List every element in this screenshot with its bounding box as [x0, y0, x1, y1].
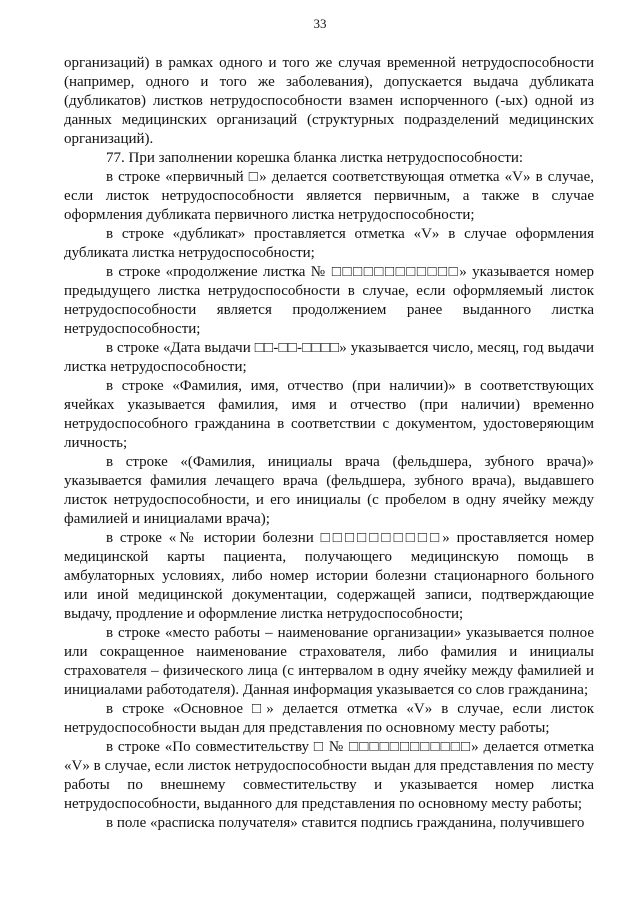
paragraph-full-name-field: в строке «Фамилия, имя, отчество (при наличии)» в соответствующих ячейках указывается фамилия, имя и отчество (при наличии) временно нетрудоспособного гражданина в соответствии с документом, удостоверяющим личность; — [64, 378, 594, 451]
paragraph-part-time-field: в строке «По совместительству □ № □□□□□□□□□□□□» делается отметка «V» в случае, если листок нетрудоспособности выдан для представления по месту работы по внешнему совместительству и указывается номер листка нетрудоспособности, выданного для представления по основному месту работы; — [64, 739, 594, 812]
paragraph-doctor-name-field: в строке «(Фамилия, инициалы врача (фельдшера, зубного врача)» указывается фамилия лечащего врача (фельдшера, зубного врача), выдавшего листок нетрудоспособности, и его инициалы (с пробелом в одну ячейку между фамилией и инициалами врача); — [64, 454, 594, 527]
paragraph-duplicate-field: в строке «дубликат» проставляется отметка «V» в случае оформления дубликата листка нетрудоспособности; — [64, 226, 594, 261]
paragraph-case-history-field: в строке «№ истории болезни □□□□□□□□□□» проставляется номер медицинской карты пациента, получающего медицинскую помощь в амбулаторных условиях, либо номер истории болезни стационарного больного или иной медицинской документации, содержащей записи, подтверждающие выдачу, продление и оформление листка нетрудоспособности; — [64, 530, 594, 622]
paragraph-workplace-field: в строке «место работы – наименование организации» указывается полное или сокращенное наименование страхователя, либо фамилия и инициалы страхователя – физического лица (с интервалом в одну ячейку между фамилией и инициалами работодателя). Данная информация указывается со слов гражданина; — [64, 625, 594, 698]
paragraph-primary-field: в строке «первичный □» делается соответствующая отметка «V» в случае, если листок нетрудоспособности является первичным, а также в случае оформления дубликата первичного листка нетрудоспособности; — [64, 169, 594, 223]
paragraph-continuation: организаций) в рамках одного и того же случая временной нетрудоспособности (например, одного и того же заболевания), допускается выдача дубликата (дубликатов) листков нетрудоспособности взамен испорченного (-ых) одной из данных медицинских организаций (структурных подразделений медицинских организаций). — [64, 55, 594, 147]
paragraph-recipient-receipt-field: в поле «расписка получателя» ставится подпись гражданина, получившего — [106, 815, 585, 831]
page-number: 33 — [313, 16, 327, 31]
body-text — [64, 54, 594, 833]
paragraph-issue-date-field: в строке «Дата выдачи □□-□□-□□□□» указывается число, месяц, год выдачи листка нетрудоспособности; — [64, 340, 594, 375]
paragraph-item-77-heading: 77. При заполнении корешка бланка листка нетрудоспособности: — [106, 150, 524, 166]
paragraph-main-job-field: в строке «Основное □» делается отметка «V» в случае, если листок нетрудоспособности выдан для представления по основному месту работы; — [64, 701, 594, 736]
paragraph-continuation-number-field: в строке «продолжение листка № □□□□□□□□□□□□» указывается номер предыдущего листка нетрудоспособности в случае, если оформляемый листок нетрудоспособности является продолжением ранее выданного листка нетрудоспособности; — [64, 264, 594, 337]
